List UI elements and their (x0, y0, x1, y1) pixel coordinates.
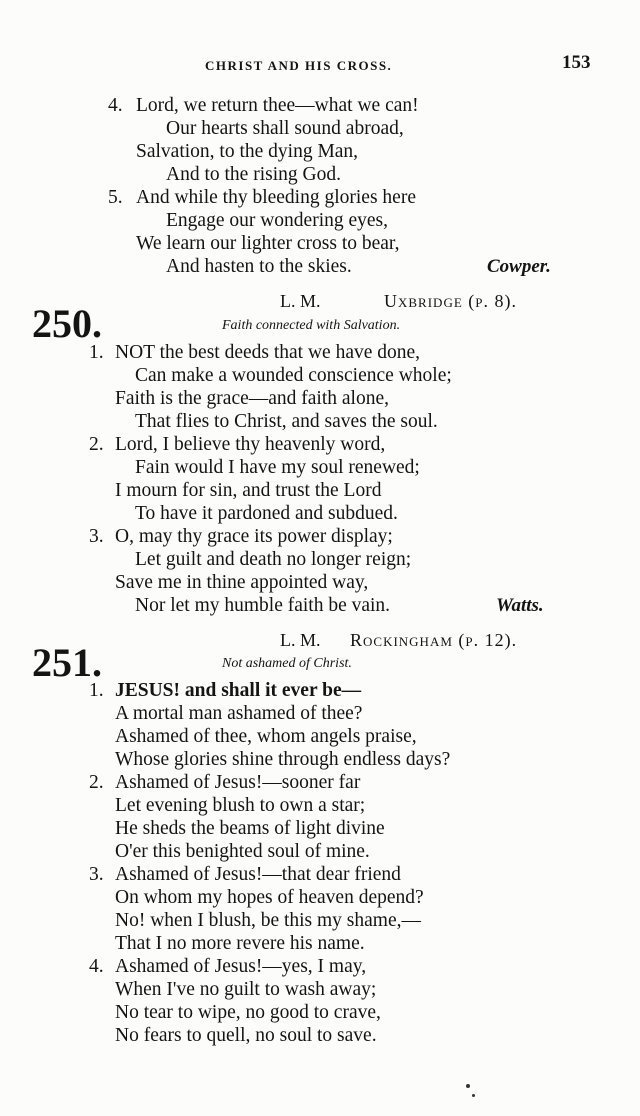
hymn-number: 251. (32, 640, 102, 685)
verse-line: Let evening blush to own a star; (115, 795, 366, 816)
verse-line: I mourn for sin, and trust the Lord (115, 480, 382, 501)
verse-line: Ashamed of Jesus!—that dear friend (115, 864, 401, 885)
author-attribution: Cowper. (487, 256, 551, 277)
print-speck (466, 1084, 470, 1088)
verse-line: JESUS! and shall it ever be— (115, 680, 362, 701)
verse-line: We learn our lighter cross to bear, (136, 233, 400, 254)
hymn-subtitle: Not ashamed of Christ. (222, 656, 352, 671)
stanza-number: 4. (89, 956, 104, 977)
verse-line: That I no more revere his name. (115, 933, 365, 954)
verse-line: Salvation, to the dying Man, (136, 141, 359, 162)
hymn-subtitle: Faith connected with Salvation. (222, 318, 401, 333)
verse-line: O'er this benighted soul of mine. (115, 841, 370, 862)
verse-line: Nor let my humble faith be vain. (135, 595, 391, 616)
meter-label: L. M. (280, 291, 321, 311)
stanza-number: 5. (108, 187, 123, 208)
verse-line: Ashamed of Jesus!—yes, I may, (115, 956, 367, 977)
author-attribution: Watts. (496, 595, 544, 616)
verse-line: Engage our wondering eyes, (166, 210, 389, 231)
verse-line: Lord, I believe thy heavenly word, (115, 434, 386, 455)
verse-line: No fears to quell, no soul to save. (115, 1025, 377, 1046)
verse-line: Our hearts shall sound abroad, (166, 118, 404, 139)
verse-line: On whom my hopes of heaven depend? (115, 887, 424, 908)
stanza-number: 3. (89, 526, 104, 547)
verse-line: That flies to Christ, and saves the soul. (135, 411, 438, 432)
stanza-number: 1. (89, 680, 104, 701)
verse-line: Ashamed of thee, whom angels praise, (115, 726, 417, 747)
verse-line: When I've no guilt to wash away; (115, 979, 377, 1000)
verse-line: Fain would I have my soul renewed; (135, 457, 420, 478)
verse-line: And to the rising God. (166, 164, 341, 185)
verse-line: Can make a wounded conscience whole; (135, 365, 452, 386)
verse-line: Let guilt and death no longer reign; (135, 549, 412, 570)
verse-line: NOT the best deeds that we have done, (115, 342, 421, 363)
verse-line: He sheds the beams of light divine (115, 818, 385, 839)
verse-line: No tear to wipe, no good to crave, (115, 1002, 381, 1023)
stanza-number: 3. (89, 864, 104, 885)
verse-line: No! when I blush, be this my shame,— (115, 910, 422, 931)
stanza-number: 2. (89, 772, 104, 793)
verse-line: Lord, we return thee—what we can! (136, 95, 419, 116)
page-number: 153 (562, 52, 591, 73)
verse-line: Save me in thine appointed way, (115, 572, 369, 593)
verse-line: A mortal man ashamed of thee? (115, 703, 363, 724)
tune-reference: Rockingham (p. 12). (350, 630, 518, 650)
stanza-number: 2. (89, 434, 104, 455)
stanza-number: 4. (108, 95, 123, 116)
verse-line: O, may thy grace its power display; (115, 526, 393, 547)
hymn-number: 250. (32, 301, 102, 346)
verse-line: Whose glories shine through endless days? (115, 749, 451, 770)
tune-reference: Uxbridge (p. 8). (384, 291, 517, 311)
stanza-number: 1. (89, 342, 104, 363)
verse-line: To have it pardoned and subdued. (135, 503, 398, 524)
verse-line: Ashamed of Jesus!—sooner far (115, 772, 361, 793)
meter-label: L. M. (280, 630, 321, 650)
running-header: CHRIST AND HIS CROSS. (205, 58, 393, 73)
verse-line: And hasten to the skies. (166, 256, 352, 277)
verse-line: Faith is the grace—and faith alone, (115, 388, 389, 409)
print-speck (472, 1094, 475, 1097)
verse-line: And while thy bleeding glories here (136, 187, 416, 208)
